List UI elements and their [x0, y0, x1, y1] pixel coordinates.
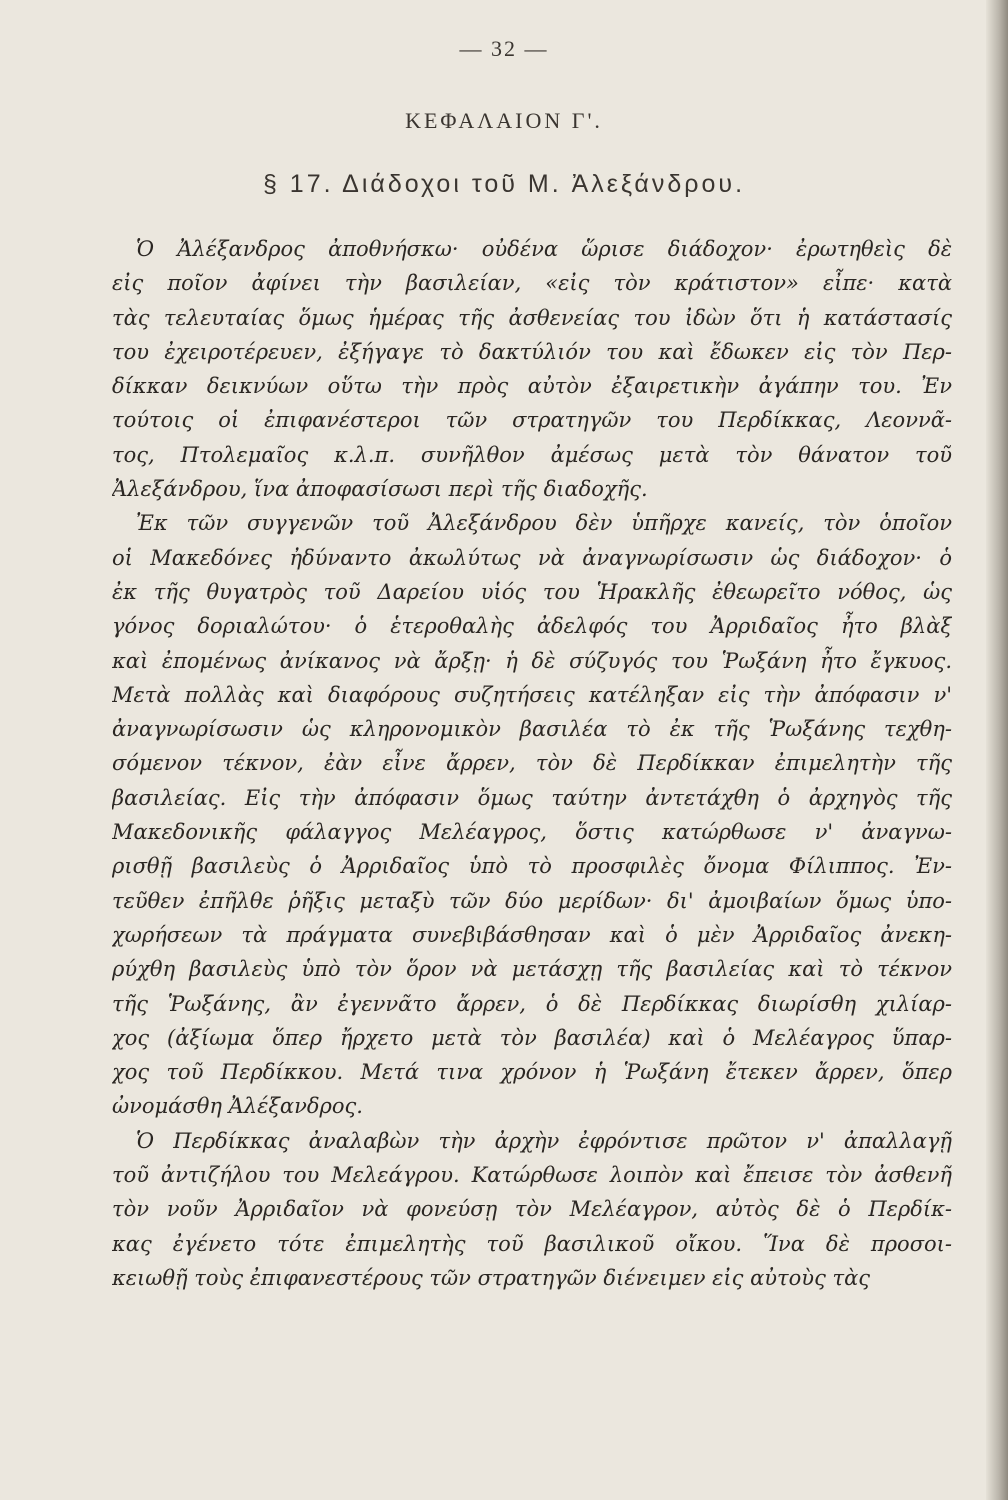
text-line: χωρήσεων τὰ πράγματα συνεβιβάσθησαν καὶ ὁ μὲν Ἀρριδαῖος ἀνεκη-: [112, 922, 952, 947]
text-line: τούτοις οἱ ἐπιφανέστεροι τῶν στρατηγῶν του Περδίκκας, Λεοννᾶ-: [112, 408, 952, 433]
page-edge-shadow: [986, 0, 1008, 1500]
text-line: ὠνομάσθη Ἀλέξανδρος.: [112, 1094, 363, 1119]
text-line: ἐκ τῆς θυγατρὸς τοῦ Δαρείου υἱός του Ἡρακλῆς ἐθεωρεῖτο νόθος, ὡς: [112, 579, 952, 604]
text-line: χος τοῦ Περδίκκου. Μετά τινα χρόνον ἡ Ῥωξάνη ἔτεκεν ἄρρεν, ὅπερ: [112, 1060, 952, 1085]
text-line: κας ἐγένετο τότε ἐπιμελητὴς τοῦ βασιλικοῦ οἴκου. Ἵνα δὲ προσοι-: [112, 1231, 952, 1256]
text-line: γόνος δοριαλώτου· ὁ ἑτεροθαλὴς ἀδελφός του Ἀρριδαῖος ἦτο βλὰξ: [112, 614, 952, 639]
page-number: — 32 —: [459, 36, 549, 61]
text-line: δίκκαν δεικνύων οὕτω τὴν πρὸς αὐτὸν ἐξαιρετικὴν ἀγάπην του. Ἐν: [112, 374, 952, 399]
text-line: καὶ ἐπομένως ἀνίκανος νὰ ἄρξῃ· ἡ δὲ σύζυγός του Ῥωξάνη ἦτο ἔγκυος.: [112, 648, 952, 673]
text-line: Ὁ Περδίκκας ἀναλαβὼν τὴν ἀρχὴν ἐφρόντισε πρῶτον ν' ἀπαλλαγῇ: [136, 1128, 952, 1153]
text-line: ρύχθη βασιλεὺς ὑπὸ τὸν ὅρον νὰ μετάσχῃ τῆς βασιλείας καὶ τὸ τέκνον: [112, 957, 952, 982]
text-line: σόμενον τέκνον, ἐὰν εἶνε ἄρρεν, τὸν δὲ Περδίκκαν ἐπιμελητὴν τῆς: [112, 751, 952, 776]
text-line: τῆς Ῥωξάνης, ἂν ἐγεννᾶτο ἄρρεν, ὁ δὲ Περδίκκας διωρίσθη χιλίαρ-: [112, 991, 952, 1016]
text-line: τος, Πτολεμαῖος κ.λ.π. συνῆλθον ἀμέσως μετὰ τὸν θάνατον τοῦ: [112, 442, 952, 467]
text-line: Μακεδονικῆς φάλαγγος Μελέαγρος, ὅστις κατώρθωσε ν' ἀναγνω-: [112, 820, 952, 845]
text-line: οἱ Μακεδόνες ἠδύναντο ἀκωλύτως νὰ ἀναγνωρίσωσιν ὡς διάδοχον· ὁ: [112, 545, 952, 570]
chapter-title: ΚΕΦΑΛΑΙΟΝ Γ'.: [405, 108, 603, 133]
text-line: του ἐχειροτέρευεν, ἐξήγαγε τὸ δακτύλιόν του καὶ ἔδωκεν εἰς τὸν Περ-: [112, 339, 952, 364]
body-text: [112, 232, 952, 1295]
text-line: τεῦθεν ἐπῆλθε ῥῆξις μεταξὺ τῶν δύο μερίδων· δι' ἀμοιβαίων ὅμως ὑπο-: [112, 888, 952, 913]
text-line: ρισθῇ βασιλεὺς ὁ Ἀρριδαῖος ὑπὸ τὸ προσφιλὲς ὄνομα Φίλιππος. Ἐν-: [112, 854, 952, 879]
text-line: Ἀλεξάνδρου, ἵνα ἀποφασίσωσι περὶ τῆς διαδοχῆς.: [112, 477, 648, 502]
text-line: τὸν νοῦν Ἀρριδαῖον νὰ φονεύσῃ τὸν Μελέαγρον, αὐτὸς δὲ ὁ Περδίκ-: [112, 1197, 952, 1222]
text-line: Ὁ Ἀλέξανδρος ἀποθνήσκω· οὐδένα ὥρισε διάδοχον· ἐρωτηθεὶς δὲ: [136, 237, 952, 261]
section-title: § 17. Διάδοχοι τοῦ Μ. Ἀλεξάνδρου.: [262, 170, 746, 198]
text-line: βασιλείας. Εἰς τὴν ἀπόφασιν ὅμως ταύτην ἀντετάχθη ὁ ἀρχηγὸς τῆς: [112, 785, 952, 810]
text-line: κειωθῇ τοὺς ἐπιφανεστέρους τῶν στρατηγῶν διένειμεν εἰς αὐτοὺς τὰς: [112, 1265, 871, 1290]
text-line: Ἐκ τῶν συγγενῶν τοῦ Ἀλεξάνδρου δὲν ὑπῆρχε κανείς, τὸν ὁποῖον: [136, 511, 952, 536]
text-line: τοῦ ἀντιζήλου του Μελεάγρου. Κατώρθωσε λοιπὸν καὶ ἔπεισε τὸν ἀσθενῆ: [112, 1163, 952, 1188]
text-line: ἀναγνωρίσωσιν ὡς κληρονομικὸν βασιλέα τὸ ἐκ τῆς Ῥωξάνης τεχθη-: [112, 717, 952, 742]
text-line: χος (ἀξίωμα ὅπερ ἤρχετο μετὰ τὸν βασιλέα) καὶ ὁ Μελέαγρος ὕπαρ-: [112, 1025, 952, 1050]
text-line: εἰς ποῖον ἀφίνει τὴν βασιλείαν, «εἰς τὸν κράτιστον» εἶπε· κατὰ: [112, 271, 952, 296]
text-line: τὰς τελευταίας ὅμως ἡμέρας τῆς ἀσθενείας του ἰδὼν ὅτι ἡ κατάστασίς: [112, 305, 952, 330]
text-line: Μετὰ πολλὰς καὶ διαφόρους συζητήσεις κατέληξαν εἰς τὴν ἀπόφασιν ν': [112, 682, 952, 707]
